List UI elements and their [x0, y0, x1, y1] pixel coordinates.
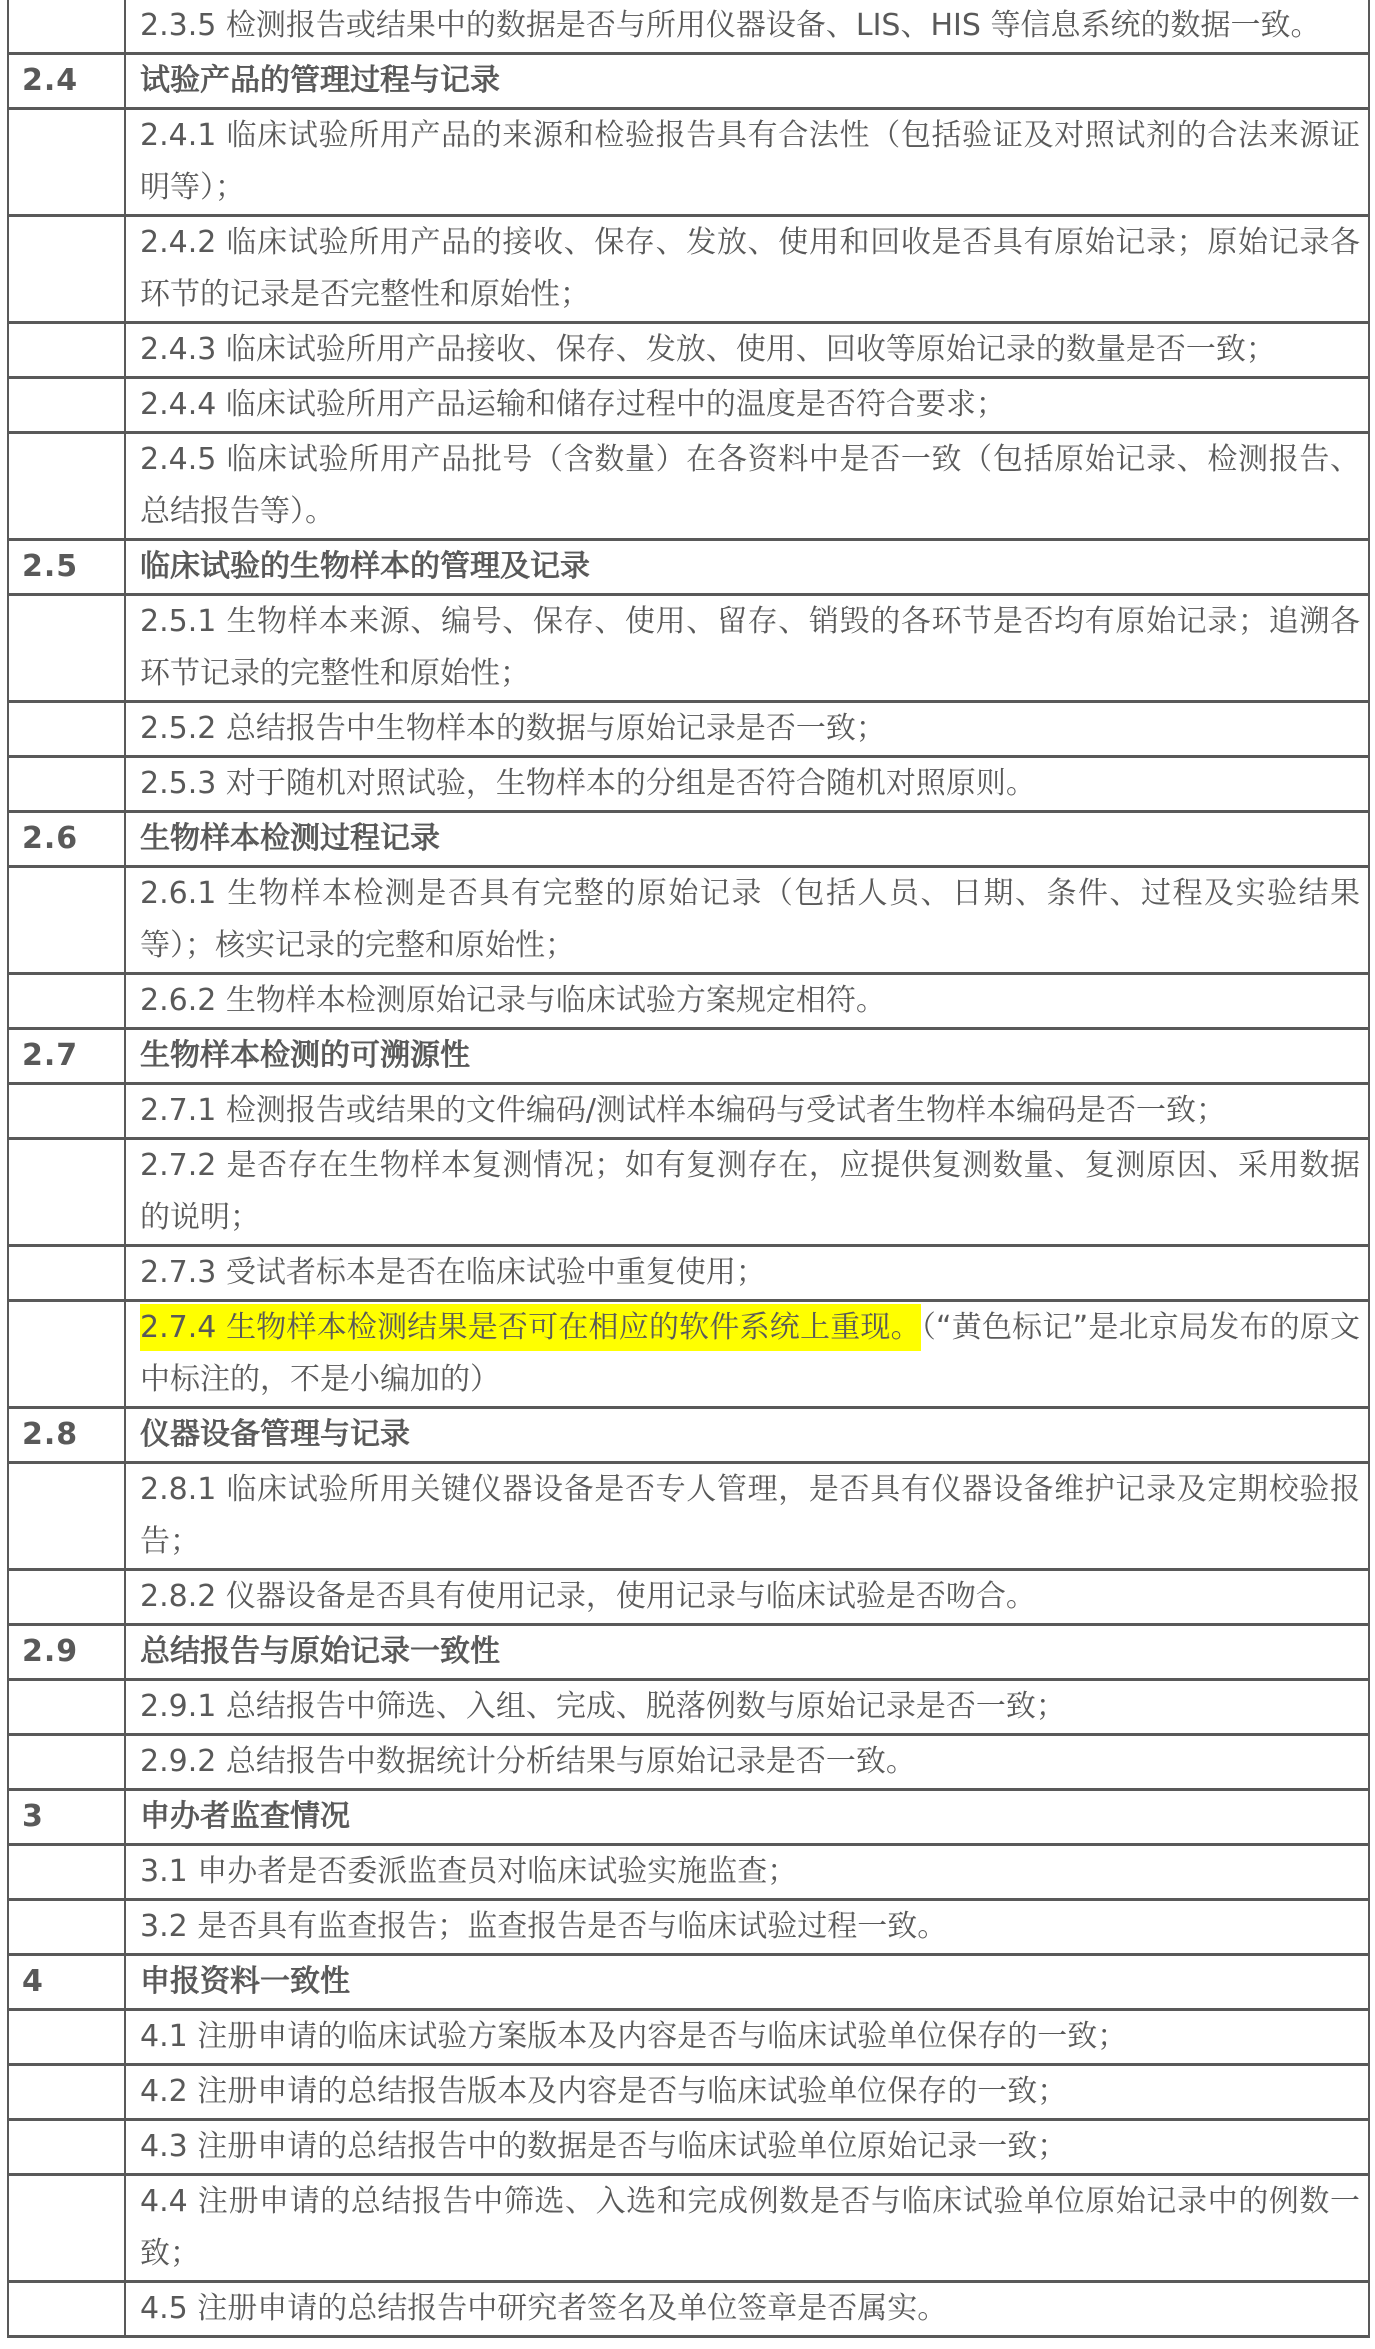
- section-number-cell: [8, 1246, 125, 1301]
- table-row: [8, 1900, 1369, 1955]
- item-text-cell: 4.1 注册申请的临床试验方案版本及内容是否与临床试验单位保存的一致；: [125, 2010, 1369, 2065]
- section-number-cell: [8, 323, 125, 378]
- table-row: [8, 1029, 1369, 1084]
- table-body: [8, 0, 1369, 2337]
- item-text-cell: 仪器设备管理与记录: [125, 1408, 1369, 1463]
- item-text-cell: 试验产品的管理过程与记录: [125, 54, 1369, 109]
- section-number-cell: [8, 757, 125, 812]
- item-text-cell: 4.3 注册申请的总结报告中的数据是否与临床试验单位原始记录一致；: [125, 2120, 1369, 2175]
- item-text-cell: 2.5.3 对于随机对照试验，生物样本的分组是否符合随机对照原则。: [125, 757, 1369, 812]
- item-text-cell: 临床试验的生物样本的管理及记录: [125, 540, 1369, 595]
- item-text-cell: 申办者监查情况: [125, 1790, 1369, 1845]
- item-text-cell: 3.2 是否具有监查报告；监查报告是否与临床试验过程一致。: [125, 1900, 1369, 1955]
- table-row: [8, 1246, 1369, 1301]
- item-text: （“黄色标记”是北京局发布的原文中标注的，不是小编加的）: [140, 1310, 1360, 1397]
- section-number-cell: [8, 1680, 125, 1735]
- section-number-cell: [8, 1301, 125, 1408]
- section-number-cell: [8, 1139, 125, 1246]
- item-text-cell: 2.6.1 生物样本检测是否具有完整的原始记录（包括人员、日期、条件、过程及实验结果等）；核实记录的完整和原始性；: [125, 867, 1369, 974]
- item-text-cell: [125, 1301, 1369, 1408]
- table-row: [8, 433, 1369, 540]
- table-row: [8, 1625, 1369, 1680]
- table-row: [8, 378, 1369, 433]
- item-text-cell: 总结报告与原始记录一致性: [125, 1625, 1369, 1680]
- table-row: [8, 1735, 1369, 1790]
- item-text-cell: 4.5 注册申请的总结报告中研究者签名及单位签章是否属实。: [125, 2282, 1369, 2337]
- item-text-cell: 3.1 申办者是否委派监查员对临床试验实施监查；: [125, 1845, 1369, 1900]
- table-row: [8, 109, 1369, 216]
- item-text-cell: 生物样本检测的可溯源性: [125, 1029, 1369, 1084]
- section-number-cell: [8, 109, 125, 216]
- item-text-cell: 2.4.2 临床试验所用产品的接收、保存、发放、使用和回收是否具有原始记录；原始记录各环节的记录是否完整性和原始性；: [125, 216, 1369, 323]
- section-number-cell: [8, 0, 125, 54]
- section-number-cell: [8, 595, 125, 702]
- table-row: [8, 540, 1369, 595]
- table-row: [8, 2010, 1369, 2065]
- section-number-cell: [8, 2175, 125, 2282]
- table-row: [8, 1845, 1369, 1900]
- section-number-cell: [8, 2282, 125, 2337]
- table-row: [8, 1084, 1369, 1139]
- item-text-cell: 2.8.1 临床试验所用关键仪器设备是否专人管理，是否具有仪器设备维护记录及定期校验报告；: [125, 1463, 1369, 1570]
- section-number-cell: [8, 216, 125, 323]
- section-number-cell: [8, 974, 125, 1029]
- table-row: [8, 702, 1369, 757]
- table-row: [8, 2065, 1369, 2120]
- item-text-cell: 2.7.2 是否存在生物样本复测情况；如有复测存在，应提供复测数量、复测原因、采用数据的说明；: [125, 1139, 1369, 1246]
- section-number-cell: [8, 2010, 125, 2065]
- table-row: [8, 595, 1369, 702]
- item-text-cell: 4.4 注册申请的总结报告中筛选、入选和完成例数是否与临床试验单位原始记录中的例数一致；: [125, 2175, 1369, 2282]
- item-text-cell: 2.7.3 受试者标本是否在临床试验中重复使用；: [125, 1246, 1369, 1301]
- section-number-cell: 3: [8, 1790, 125, 1845]
- table-row: [8, 323, 1369, 378]
- item-text-cell: 申报资料一致性: [125, 1955, 1369, 2010]
- section-number-cell: 2.9: [8, 1625, 125, 1680]
- section-number-cell: 4: [8, 1955, 125, 2010]
- table-row: [8, 812, 1369, 867]
- table-row: [8, 216, 1369, 323]
- item-text-cell: 4.2 注册申请的总结报告版本及内容是否与临床试验单位保存的一致；: [125, 2065, 1369, 2120]
- item-text-cell: 2.8.2 仪器设备是否具有使用记录，使用记录与临床试验是否吻合。: [125, 1570, 1369, 1625]
- table-row: [8, 2120, 1369, 2175]
- table-row: [8, 1139, 1369, 1246]
- section-number-cell: [8, 1084, 125, 1139]
- section-number-cell: 2.5: [8, 540, 125, 595]
- section-number-cell: [8, 1735, 125, 1790]
- item-text-cell: 2.9.1 总结报告中筛选、入组、完成、脱落例数与原始记录是否一致；: [125, 1680, 1369, 1735]
- item-text-cell: 2.6.2 生物样本检测原始记录与临床试验方案规定相符。: [125, 974, 1369, 1029]
- highlighted-text: 2.7.4 生物样本检测结果是否可在相应的软件系统上重现。: [140, 1304, 921, 1351]
- item-text-cell: 2.7.1 检测报告或结果的文件编码/测试样本编码与受试者生物样本编码是否一致；: [125, 1084, 1369, 1139]
- section-number-cell: [8, 2065, 125, 2120]
- table-row: [8, 1790, 1369, 1845]
- section-number-cell: [8, 1570, 125, 1625]
- item-text-cell: 2.4.1 临床试验所用产品的来源和检验报告具有合法性（包括验证及对照试剂的合法来源证明等）；: [125, 109, 1369, 216]
- inspection-checklist-table: [7, 0, 1370, 2338]
- table-row: [8, 1408, 1369, 1463]
- section-number-cell: 2.6: [8, 812, 125, 867]
- table-row: [8, 1463, 1369, 1570]
- section-number-cell: [8, 2120, 125, 2175]
- item-text-cell: 2.5.2 总结报告中生物样本的数据与原始记录是否一致；: [125, 702, 1369, 757]
- table-row: [8, 2175, 1369, 2282]
- section-number-cell: [8, 702, 125, 757]
- section-number-cell: [8, 867, 125, 974]
- table-row: [8, 1301, 1369, 1408]
- section-number-cell: [8, 1845, 125, 1900]
- item-text-cell: 生物样本检测过程记录: [125, 812, 1369, 867]
- table-row: [8, 1570, 1369, 1625]
- section-number-cell: [8, 1463, 125, 1570]
- item-text-cell: 2.4.3 临床试验所用产品接收、保存、发放、使用、回收等原始记录的数量是否一致；: [125, 323, 1369, 378]
- section-number-cell: [8, 378, 125, 433]
- item-text-cell: 2.3.5 检测报告或结果中的数据是否与所用仪器设备、LIS、HIS 等信息系统的数据一致。: [125, 0, 1369, 54]
- table-row: [8, 2282, 1369, 2337]
- item-text-cell: 2.4.4 临床试验所用产品运输和储存过程中的温度是否符合要求；: [125, 378, 1369, 433]
- item-text-cell: 2.4.5 临床试验所用产品批号（含数量）在各资料中是否一致（包括原始记录、检测报告、总结报告等）。: [125, 433, 1369, 540]
- section-number-cell: 2.4: [8, 54, 125, 109]
- table-row: [8, 1955, 1369, 2010]
- table-row: [8, 974, 1369, 1029]
- table-row: [8, 757, 1369, 812]
- item-text-cell: 2.9.2 总结报告中数据统计分析结果与原始记录是否一致。: [125, 1735, 1369, 1790]
- section-number-cell: 2.7: [8, 1029, 125, 1084]
- table-row: [8, 0, 1369, 54]
- section-number-cell: [8, 433, 125, 540]
- section-number-cell: 2.8: [8, 1408, 125, 1463]
- item-text-cell: 2.5.1 生物样本来源、编号、保存、使用、留存、销毁的各环节是否均有原始记录；追溯各环节记录的完整性和原始性；: [125, 595, 1369, 702]
- table-row: [8, 867, 1369, 974]
- section-number-cell: [8, 1900, 125, 1955]
- table-row: [8, 54, 1369, 109]
- table-row: [8, 1680, 1369, 1735]
